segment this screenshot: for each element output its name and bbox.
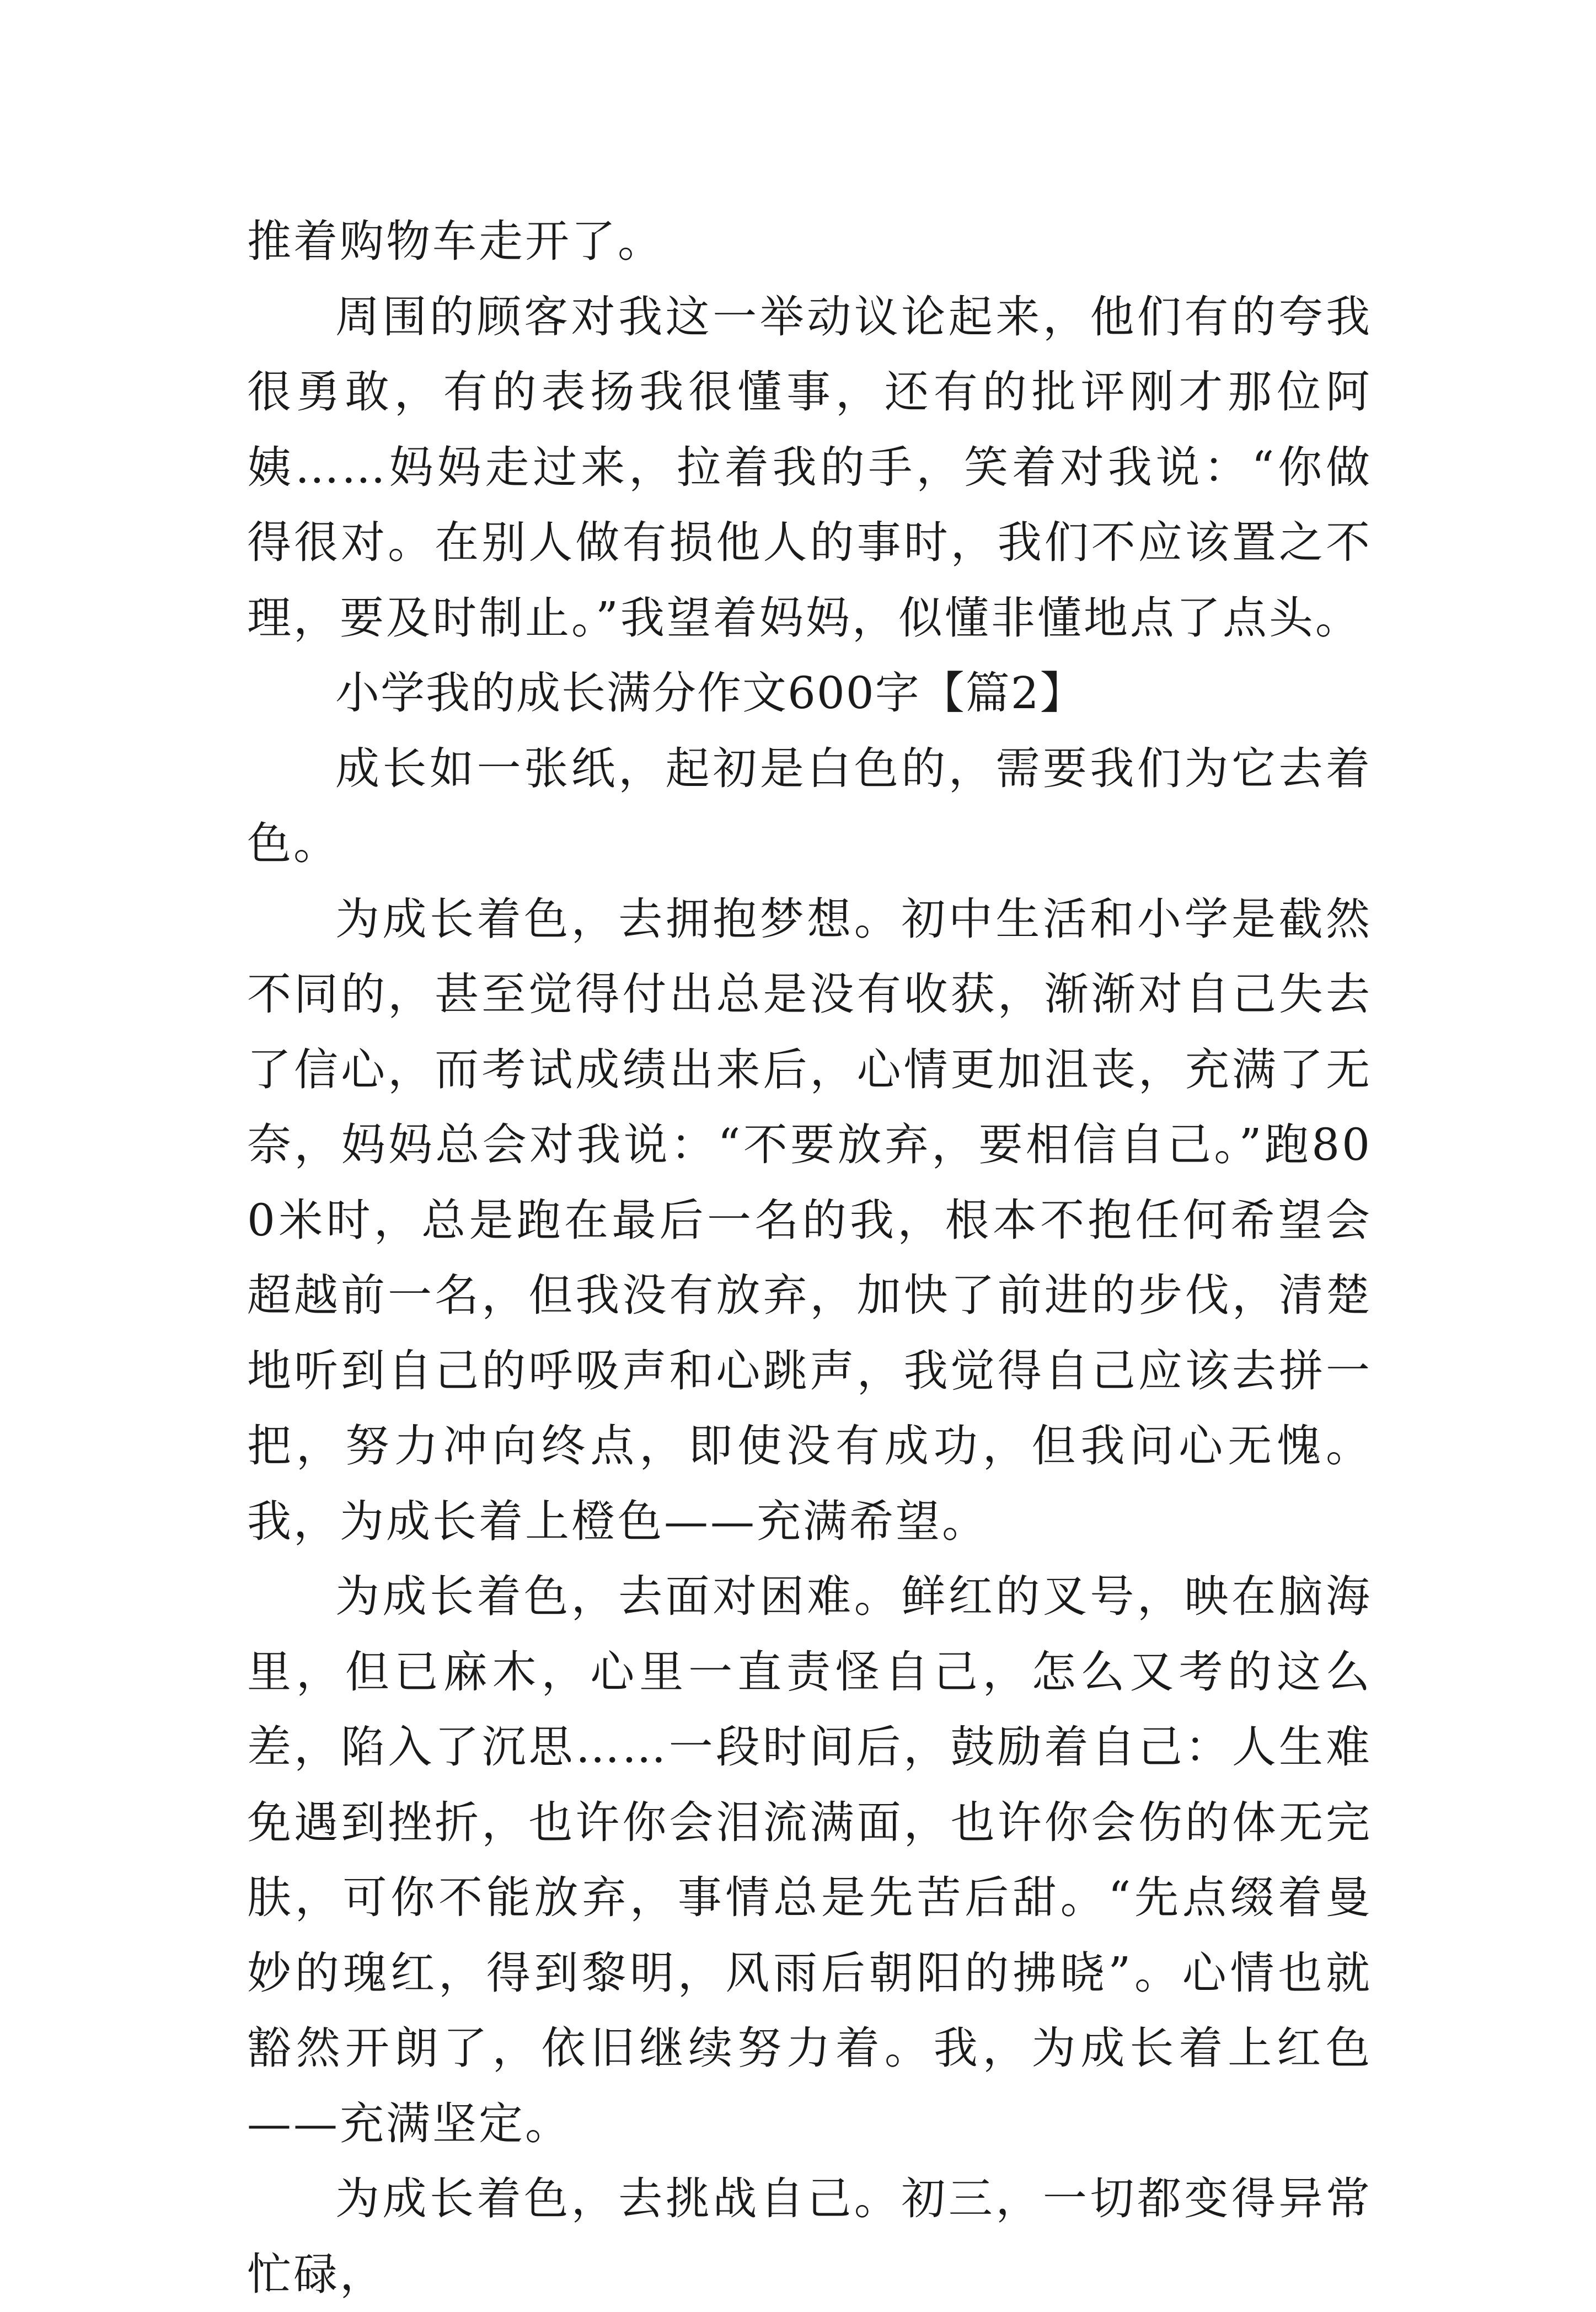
paragraph-customers-discussion: 周围的顾客对我这一举动议论起来，他们有的夸我很勇敢，有的表扬我很懂事，还有的批评刚才那位阿姨……妈妈走过来，拉着我的手，笑着对我说：“你做得很对。在别人做有损他人的事时，我们不应该置之不理，要及时制止。”我望着妈妈，似懂非懂地点了点头。 xyxy=(247,291,1372,644)
paragraph-face-difficulties: 为成长着色，去面对困难。鲜红的叉号，映在脑海里，但已麻木，心里一直责怪自己，怎么又考的这么差，陷入了沉思……一段时间后，鼓励着自己：人生难免遇到挫折，也许你会泪流满面，也许你会伤的体无完肤，可你不能放弃，事情总是先苦后甜。“先点缀着曼妙的瑰红，得到黎明，风雨后朝阳的拂晓”。心情也就豁然开朗了，依旧继续努力着。我，为成长着上红色——充满坚定。 xyxy=(247,1571,1372,2149)
paragraph-embrace-dreams: 为成长着色，去拥抱梦想。初中生活和小学是截然不同的，甚至觉得付出总是没有收获，渐渐对自己失去了信心，而考试成绩出来后，心情更加沮丧，充满了无奈，妈妈总会对我说：“不要放弃，要相信自己。”跑800米时，总是跑在最后一名的我，根本不抱任何希望会超越前一名，但我没有放弃，加快了前进的步伐，清楚地听到自己的呼吸声和心跳声，我觉得自己应该去拼一把，努力冲向终点，即使没有成功，但我问心无愧。我，为成长着上橙色——充满希望。 xyxy=(247,893,1372,1547)
section-heading: 小学我的成长满分作文600字【篇2】 xyxy=(335,667,1085,719)
paragraph-continuation: 推着购物车走开了。 xyxy=(247,216,664,267)
document-body xyxy=(247,204,1372,2312)
paragraph-growth-paper: 成长如一张纸，起初是白色的，需要我们为它去着色。 xyxy=(247,742,1372,869)
paragraph-challenge-self: 为成长着色，去挑战自己。初三，一切都变得异常忙碌， xyxy=(247,2173,1372,2300)
